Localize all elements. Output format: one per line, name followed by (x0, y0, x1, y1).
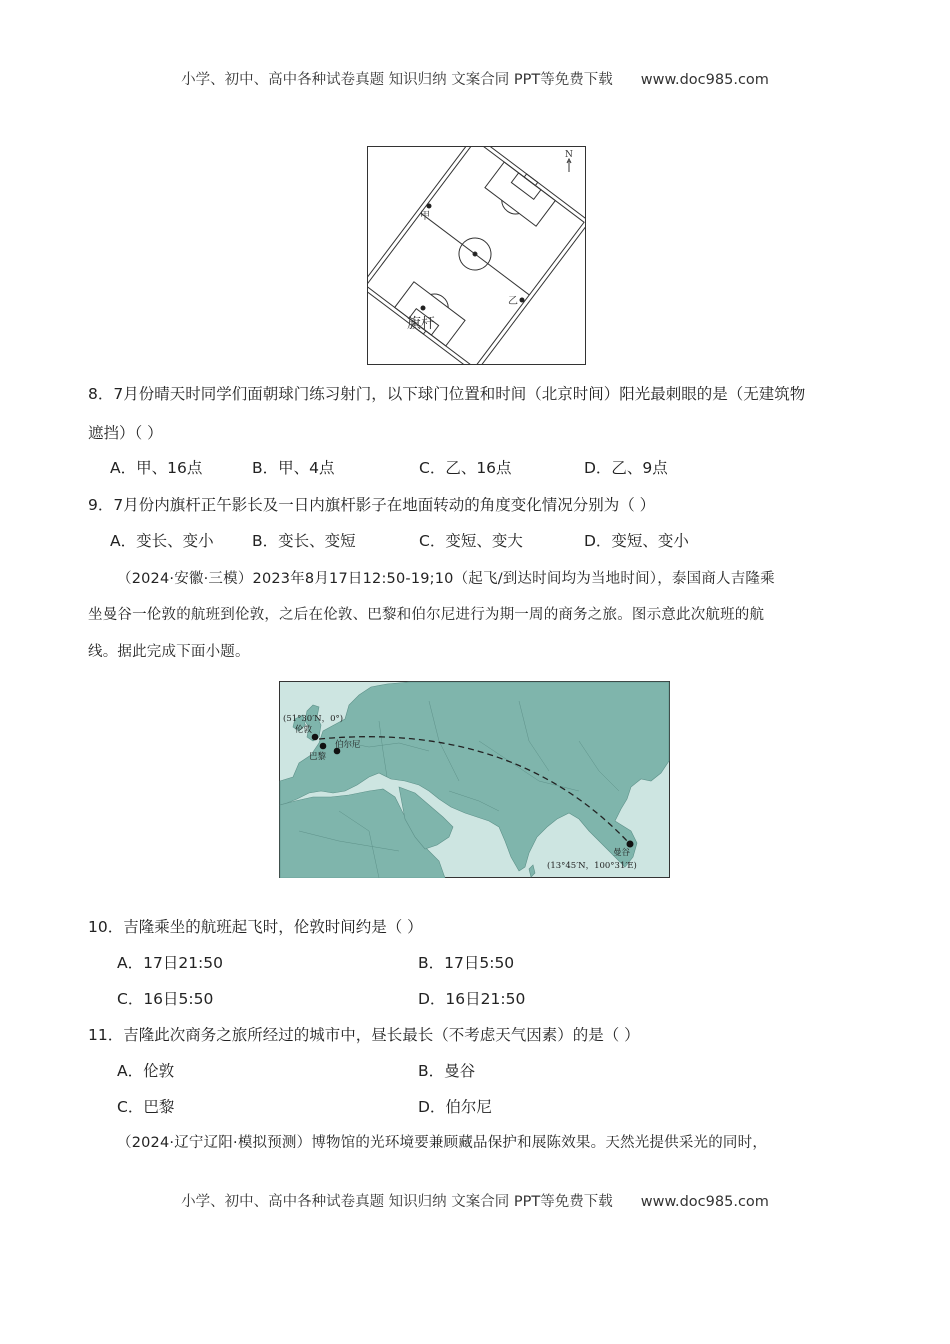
question-9: 9．7月份内旗杆正午影长及一日内旗杆影子在地面转动的角度变化情况分别为（ ） (88, 496, 656, 514)
header-text: 小学、初中、高中各种试卷真题 知识归纳 文案合同 PPT等免费下载 (181, 72, 613, 88)
q8-option-d[interactable]: D．乙、9点 (584, 459, 668, 477)
label-yi: 乙 (508, 296, 518, 307)
bern-label: 伯尔尼 (335, 740, 361, 750)
q9-option-b[interactable]: B．变长、变短 (252, 532, 356, 550)
q8-option-a[interactable]: A．甲、16点 (110, 459, 203, 477)
intro-2024-anhui-line1: （2024·安徽·三模）2023年8月17日12:50-19;10（起飞/到达时间均为当地时间），泰国商人吉隆乘 (117, 571, 775, 587)
intro-2024-liaoning-line1: （2024·辽宁辽阳·模拟预测）博物馆的光环境要兼顾藏品保护和展陈效果。天然光提供采光的同时， (117, 1135, 768, 1151)
flight-route-map-svg (279, 681, 670, 878)
flagpole-point (421, 306, 426, 311)
bangkok-point (627, 841, 634, 848)
q10-option-a[interactable]: A．17日21:50 (117, 954, 223, 972)
q9-option-a[interactable]: A．变长、变小 (110, 532, 214, 550)
q10-option-b[interactable]: B．17日5:50 (418, 954, 515, 972)
flight-route-map (279, 681, 670, 878)
page-footer (0, 1190, 950, 1211)
q11-option-d[interactable]: D．伯尔尼 (418, 1098, 492, 1116)
point-jia (427, 204, 432, 209)
label-jia: 甲 (420, 211, 430, 222)
q11-option-a[interactable]: A．伦敦 (117, 1062, 175, 1080)
football-field-diagram (367, 146, 586, 365)
question-8-line1: 8．7月份晴天时同学们面朝球门练习射门，以下球门位置和时间（北京时间）阳光最刺眼的是（无建筑物 (88, 385, 806, 403)
bangkok-label: 曼谷 (613, 848, 631, 858)
q9-option-d[interactable]: D．变短、变小 (584, 532, 689, 550)
footer-text: 小学、初中、高中各种试卷真题 知识归纳 文案合同 PPT等免费下载 (181, 1194, 613, 1210)
label-flagpole: 旗杆 (407, 316, 435, 332)
intro-2024-anhui-line2: 坐曼谷一伦敦的航班到伦敦，之后在伦敦、巴黎和伯尔尼进行为期一周的商务之旅。图示意此次航班的航 (88, 607, 765, 623)
london-point (312, 734, 319, 741)
paris-point (320, 743, 327, 750)
q11-option-b[interactable]: B．曼谷 (418, 1062, 476, 1080)
london-label: 伦敦 (295, 725, 313, 735)
paris-label: 巴黎 (309, 752, 327, 762)
footer-site-link[interactable]: www.doc985.com (640, 1194, 769, 1210)
q11-option-c[interactable]: C．巴黎 (117, 1098, 175, 1116)
question-8-line2: 遮挡）（ ） (88, 424, 163, 442)
header-site-link[interactable]: www.doc985.com (640, 72, 769, 88)
q10-option-d[interactable]: D．16日21:50 (418, 990, 526, 1008)
q8-option-c[interactable]: C．乙、16点 (419, 459, 512, 477)
london-coord-label: (51°30′N，0°) (283, 714, 344, 724)
q10-option-c[interactable]: C．16日5:50 (117, 990, 214, 1008)
q9-option-c[interactable]: C．变短、变大 (419, 532, 523, 550)
bangkok-coord-label: (13°45′N，100°31′E) (547, 861, 637, 871)
question-11: 11．吉隆此次商务之旅所经过的城市中，昼长最长（不考虑天气因素）的是（ ） (88, 1026, 640, 1044)
intro-2024-anhui-line3: 线。据此完成下面小题。 (88, 644, 250, 660)
north-label: N (565, 150, 573, 160)
football-field-figure (367, 146, 586, 365)
point-yi (520, 298, 525, 303)
question-10: 10．吉隆乘坐的航班起飞时，伦敦时间约是（ ） (88, 918, 423, 936)
page-header (0, 68, 950, 89)
q8-option-b[interactable]: B．甲、4点 (252, 459, 335, 477)
